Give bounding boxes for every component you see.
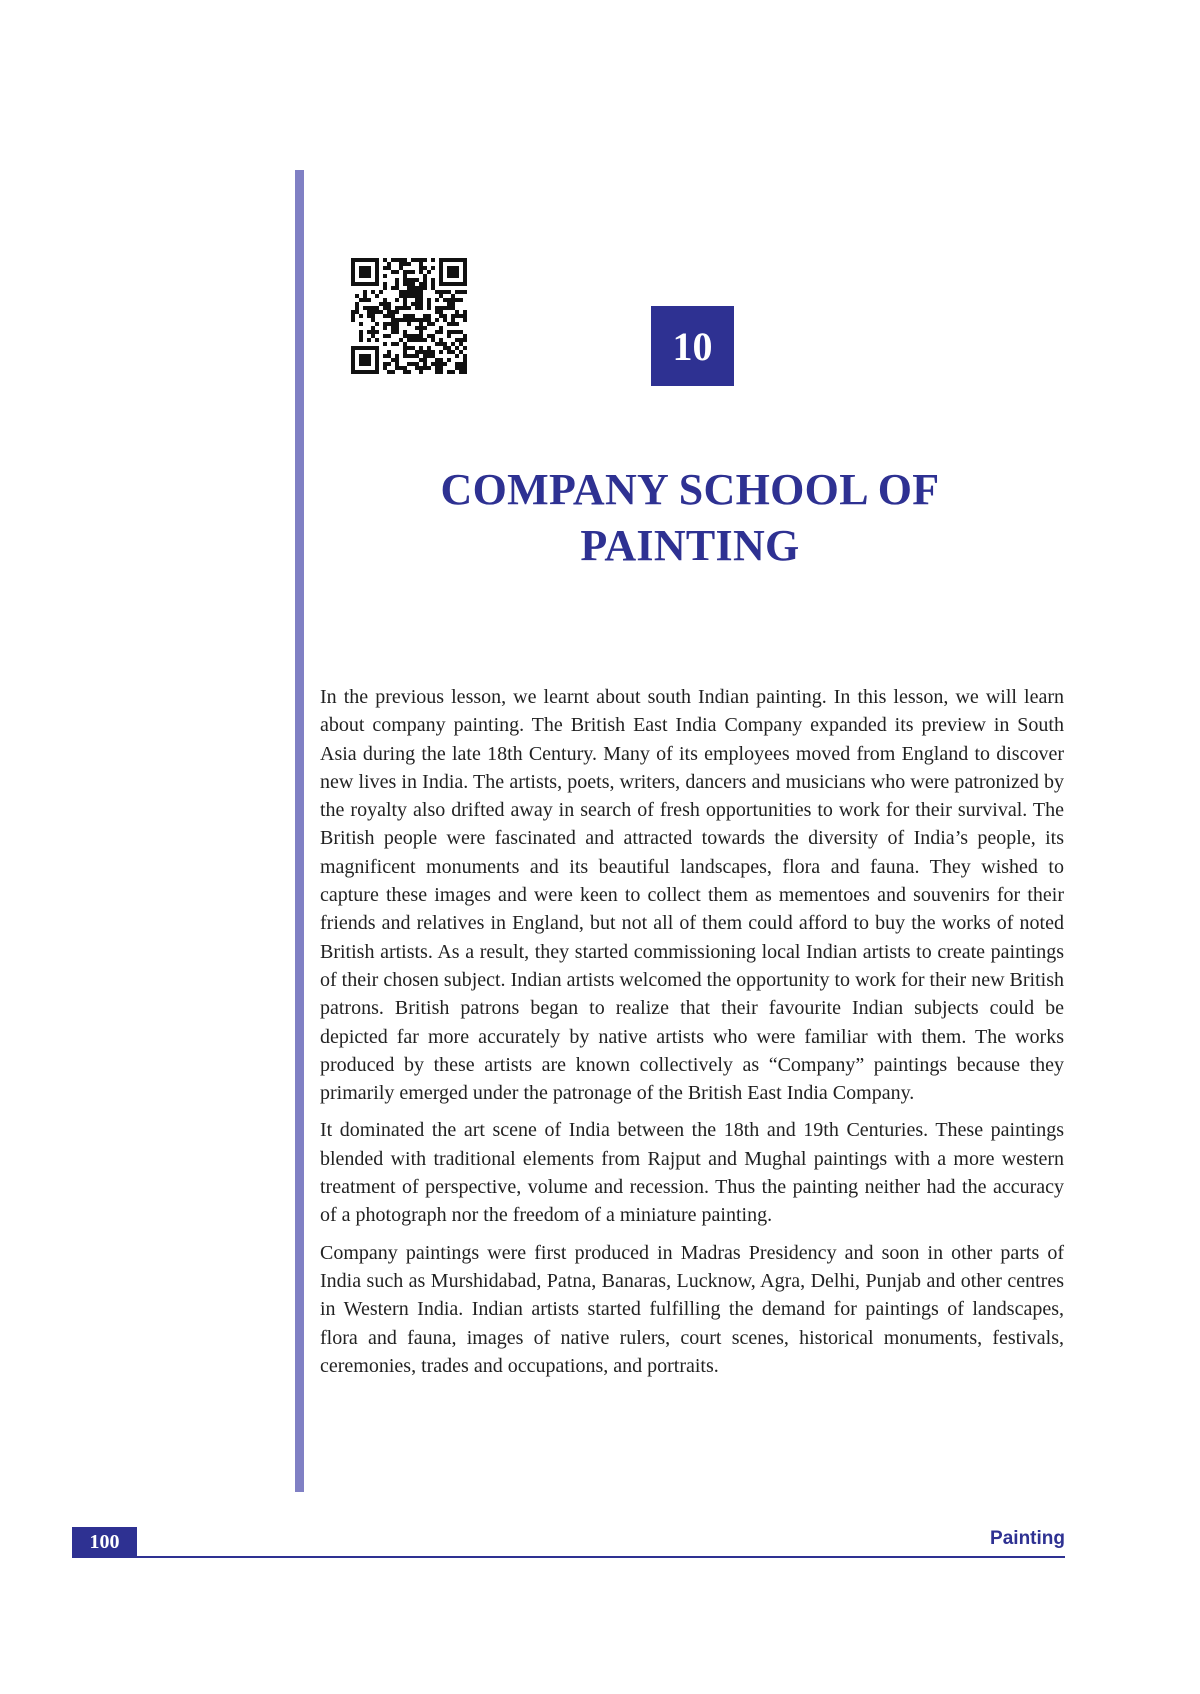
- chapter-number-badge: [651, 306, 734, 386]
- paragraph: Company paintings were first produced in Madras Presidency and soon in other parts of India such as Murshidabad, Patna, Banaras, Lucknow, Agra, Delhi, Punjab and other centres in Western India. Indian artists started fulfilling the demand for paintings of landscapes, flora and fauna, images of native rulers, court scenes, historical monuments, festivals, ceremonies, trades and occupations, and portraits.: [320, 1241, 1064, 1377]
- chapter-number: 10: [672, 323, 713, 369]
- page-number-badge: [72, 1527, 137, 1558]
- footer-rule: [72, 1556, 1065, 1558]
- chapter-title-line-2: PAINTING: [580, 521, 800, 570]
- chapter-title: [330, 462, 1050, 574]
- qr-code-icon[interactable]: [351, 258, 467, 374]
- lesson-body: [320, 683, 1064, 1389]
- paragraph: In the previous lesson, we learnt about south Indian painting. In this lesson, we will learn about company painting. The British East India Company expanded its preview in South Asia during the late 18th Century. Many of its employees moved from England to discover new lives in India. The artists, poets, writers, dancers and musicians who were patronized by the royalty also drifted away in search of fresh opportunities to work for their survival. The British people were fascinated and attracted towards the diversity of India’s people, its magnificent monuments and its beautiful landscapes, flora and fauna. They wished to capture these images and were keen to collect them as mementoes and souvenirs for their friends and relatives in England, but not all of them could afford to buy the works of noted British artists. As a result, they started commissioning local Indian artists to create paintings of their chosen subject. Indian artists welcomed the opportunity to work for their new British patrons. British patrons began to realize that their favourite Indian subjects could be depicted far more accurately by native artists who were familiar with them. The works produced by these artists are known collectively as “Company” paintings because they primarily emerged under the patronage of the British East India Company.: [320, 686, 1064, 1105]
- page-number: 100: [89, 1531, 120, 1553]
- chapter-title-line-1: COMPANY SCHOOL OF: [440, 465, 940, 514]
- paragraph: It dominated the art scene of India between the 18th and 19th Centuries. These paintings blended with traditional elements from Rajput and Mughal paintings with a more western treatment of perspective, volume and recession. Thus the painting neither had the accuracy of a photograph nor the freedom of a miniature painting.: [320, 1119, 1064, 1227]
- margin-rule: [295, 170, 304, 1492]
- footer-subject: Painting: [990, 1528, 1065, 1549]
